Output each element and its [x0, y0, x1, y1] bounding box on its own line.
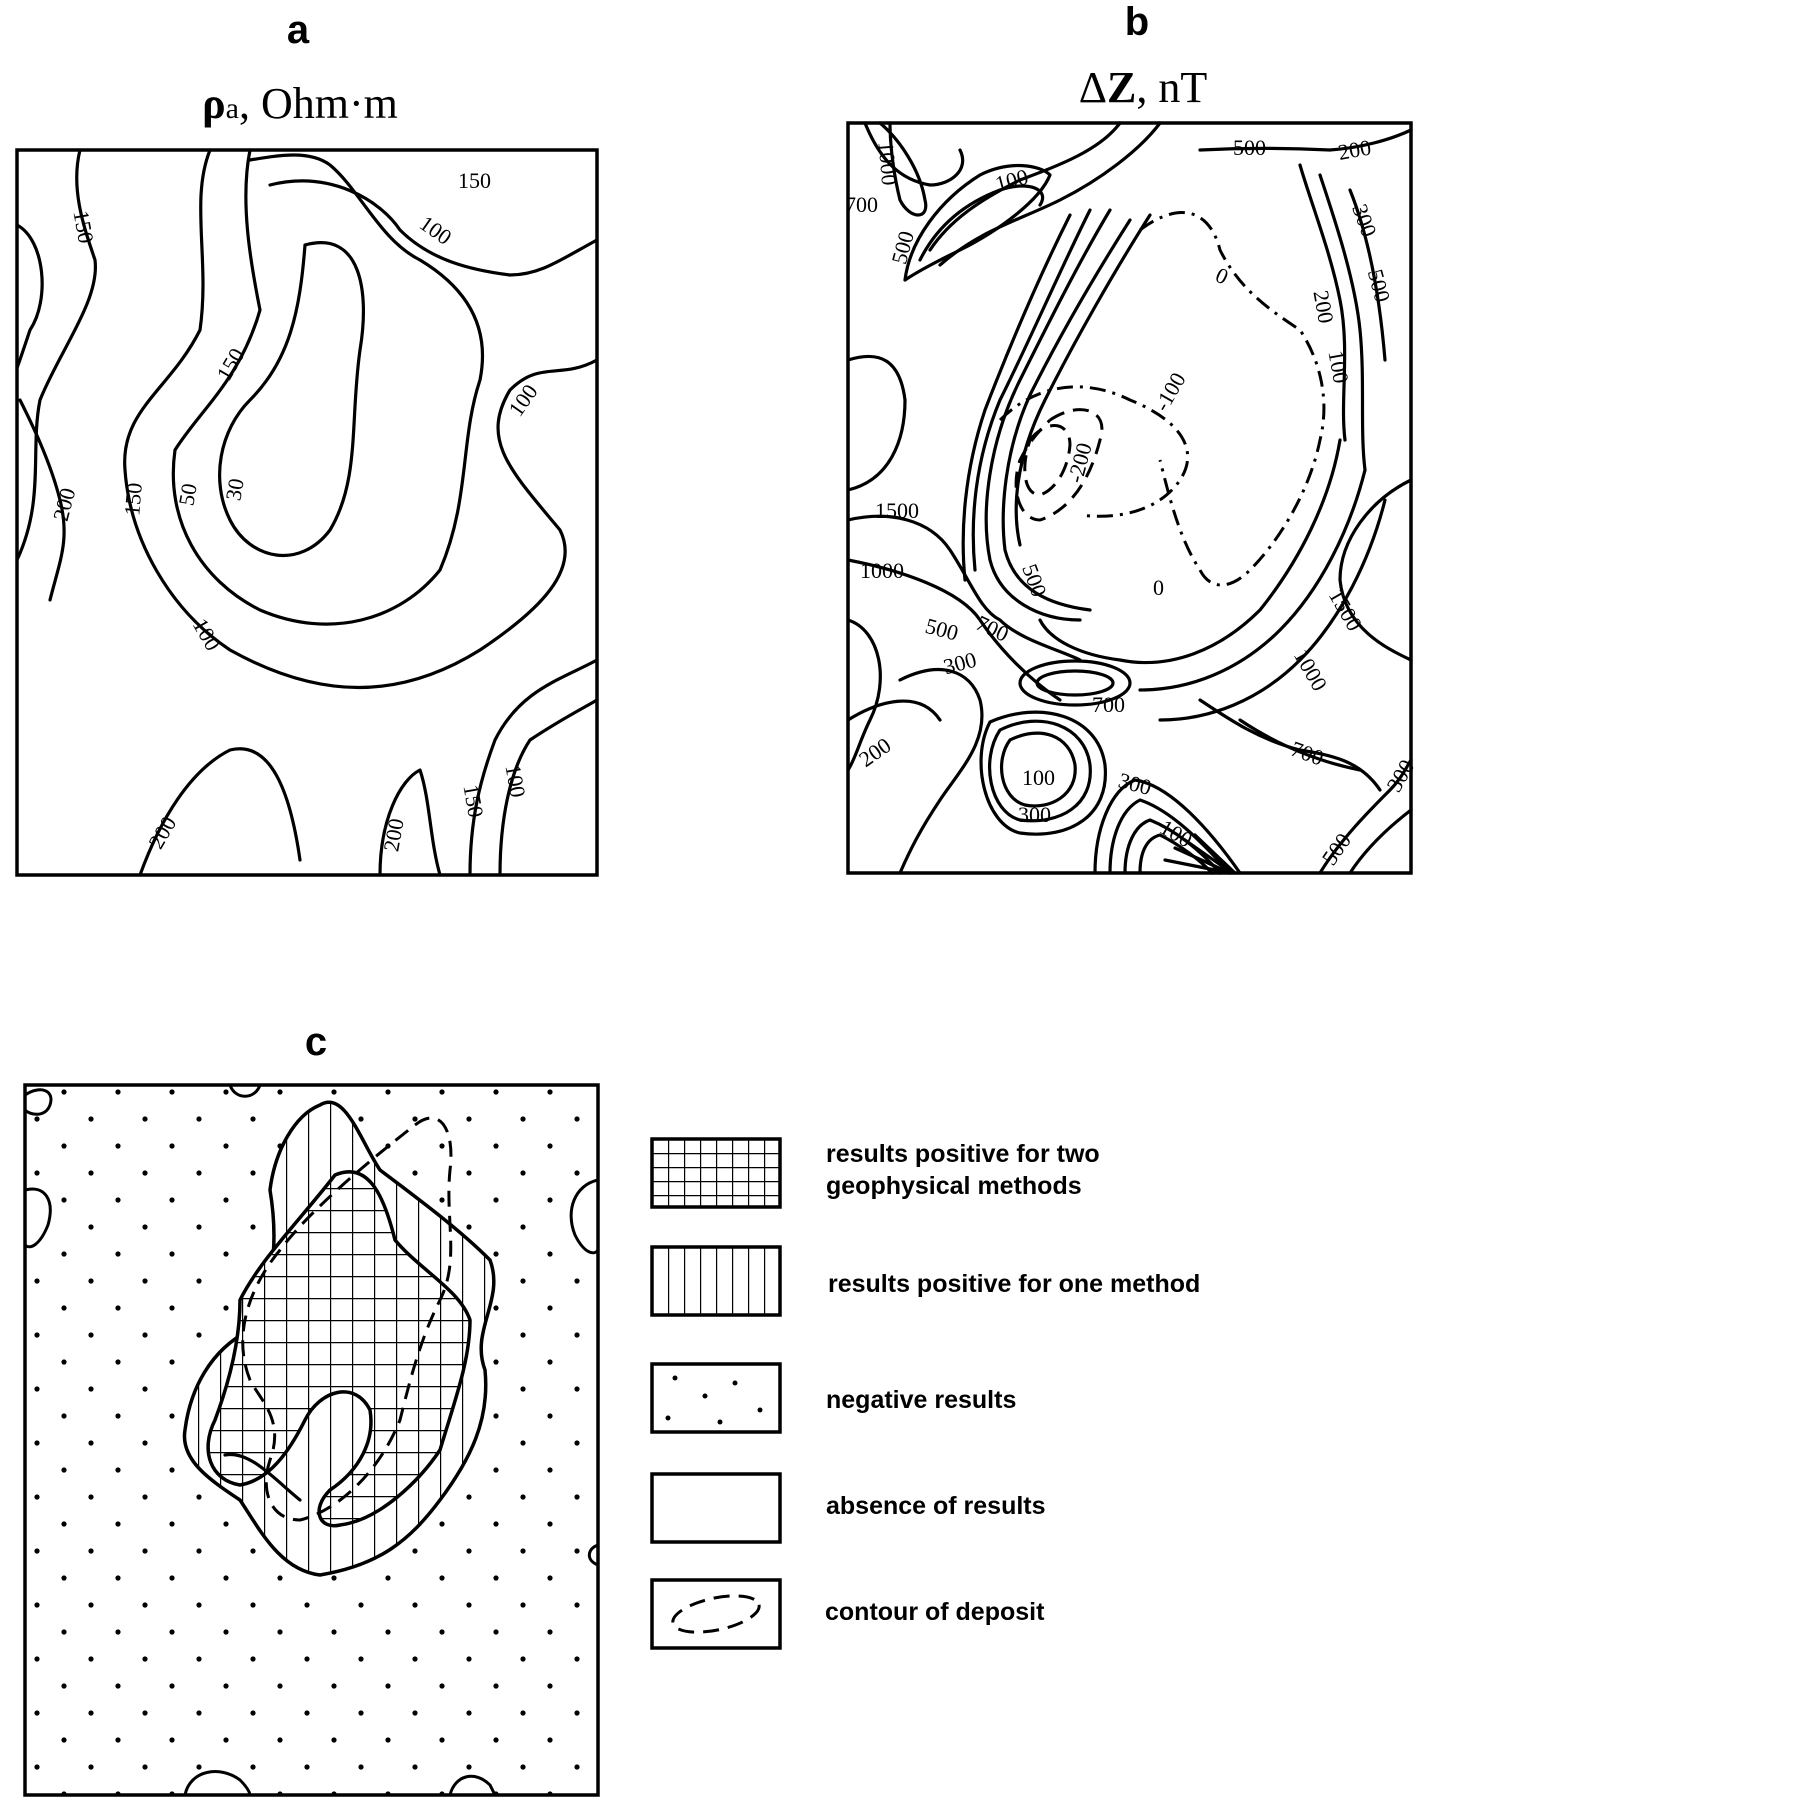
panel-b-contour-label: 500 — [886, 228, 919, 267]
panel-b-contour-label: 1000 — [860, 558, 904, 583]
panel-b-contour-label: -100 — [1148, 368, 1191, 416]
panel-b-contour-label: 500 — [1316, 828, 1356, 870]
panel-c-letter: c — [304, 1020, 328, 1064]
legend-label-two-methods — [826, 1138, 1100, 1202]
panel-b-contour-label: 500 — [922, 612, 962, 646]
legend-label-line: absence of results — [826, 1492, 1046, 1520]
legend-dot — [673, 1376, 678, 1381]
legend-dot — [666, 1416, 671, 1421]
legend-label-line: contour of deposit — [825, 1598, 1045, 1626]
panel-b-title-delta: Δ — [1078, 63, 1108, 112]
panel-b-contour-label: 0 — [1211, 262, 1233, 290]
panel-b-contour-label: 200 — [1308, 288, 1339, 326]
legend-swatch-dots — [652, 1364, 780, 1432]
panel-b-letter: b — [1124, 0, 1150, 44]
panel-a-letter: a — [286, 8, 310, 52]
panel-a-contour-label: 100 — [187, 613, 226, 655]
panel-b-contour-label: 700 — [1287, 735, 1328, 771]
legend-swatch-vertical — [652, 1247, 780, 1315]
panel-a-contour-label: 30 — [220, 476, 249, 503]
panel-a-contour-label: 150 — [119, 481, 147, 517]
panel-a-contour-label: 150 — [211, 343, 250, 385]
legend-label-negative — [826, 1384, 1016, 1416]
panel-a-contour-label: 150 — [458, 782, 489, 820]
legend-label-line: results positive for two — [826, 1140, 1100, 1168]
panel-b-title-unit: , nT — [1136, 63, 1208, 112]
panel-b-contour-label: 0 — [1153, 575, 1164, 600]
legend-dot — [733, 1381, 738, 1386]
panel-a-contour-label: 50 — [173, 481, 202, 508]
panel-b-contour-label: 500 — [1362, 266, 1396, 305]
panel-b-contour-label: 700 — [845, 192, 878, 217]
panel-b-contour-label: 700 — [972, 610, 1013, 647]
panel-b-contour-label: 200 — [854, 732, 896, 772]
panel-b-title-symbol: Z — [1107, 63, 1137, 112]
panel-b-contour-label: 1500 — [1323, 584, 1368, 636]
panel-a-contour-label: 100 — [503, 379, 543, 421]
panel-a-contour-label: 150 — [68, 208, 99, 246]
panel-b-contour-label: 700 — [1092, 692, 1125, 717]
panel-b-contour-label: 1000 — [873, 140, 903, 187]
panel-a-title-unit: , Ohm·m — [238, 79, 398, 128]
legend-label-deposit-contour — [825, 1596, 1044, 1628]
legend-dot — [758, 1408, 763, 1413]
legend-swatch-deposit — [652, 1580, 780, 1648]
panel-a-contour-label: 200 — [378, 816, 409, 854]
panel-b-contour-label: 100 — [1155, 814, 1197, 853]
legend-dot — [718, 1420, 723, 1425]
panel-b-contour-label: 300 — [1347, 200, 1382, 241]
panel-b-contour-label: 200 — [1336, 134, 1373, 165]
panel-b-contour-label: 500 — [1017, 560, 1052, 601]
legend-label-line: geophysical methods — [826, 1172, 1082, 1200]
panel-a-contour-label: 100 — [415, 210, 457, 250]
panel-b-contour-label: 500 — [1233, 135, 1266, 160]
panel-a-contour-label: 200 — [47, 485, 81, 524]
legend-label-absence — [826, 1490, 1046, 1522]
panel-a-contour-label: 200 — [143, 811, 182, 853]
panel-b-contour-label: 300 — [1115, 767, 1155, 801]
legend-label-line: results positive for one method — [828, 1270, 1201, 1298]
panel-b-contour-label: -200 — [1062, 440, 1097, 486]
legend-swatch-grid — [652, 1139, 780, 1207]
legend-swatch-empty — [652, 1474, 780, 1542]
panel-b-contour-label: 300 — [1381, 755, 1420, 797]
panel-b-contour-label: 1500 — [875, 498, 919, 523]
panel-b-contour-label: 1000 — [1288, 644, 1333, 696]
panel-b-contour-label: 100 — [992, 163, 1031, 197]
panel-a-contour-label: 150 — [458, 168, 491, 193]
legend-dot — [703, 1394, 708, 1399]
legend-label-line: negative results — [826, 1386, 1017, 1414]
panel-b-contour-label: 300 — [940, 646, 980, 680]
panel-a-contour-label: 100 — [500, 762, 531, 800]
panel-a-title-subscript: a — [225, 92, 239, 125]
panel-b-contour-label: 100 — [1022, 765, 1055, 790]
panel-b-contour-label: 100 — [1323, 348, 1354, 386]
panel-a-title-symbol: ρ — [202, 79, 226, 128]
legend-label-one-method — [828, 1268, 1200, 1300]
panel-b-contour-label: 300 — [1018, 802, 1051, 827]
